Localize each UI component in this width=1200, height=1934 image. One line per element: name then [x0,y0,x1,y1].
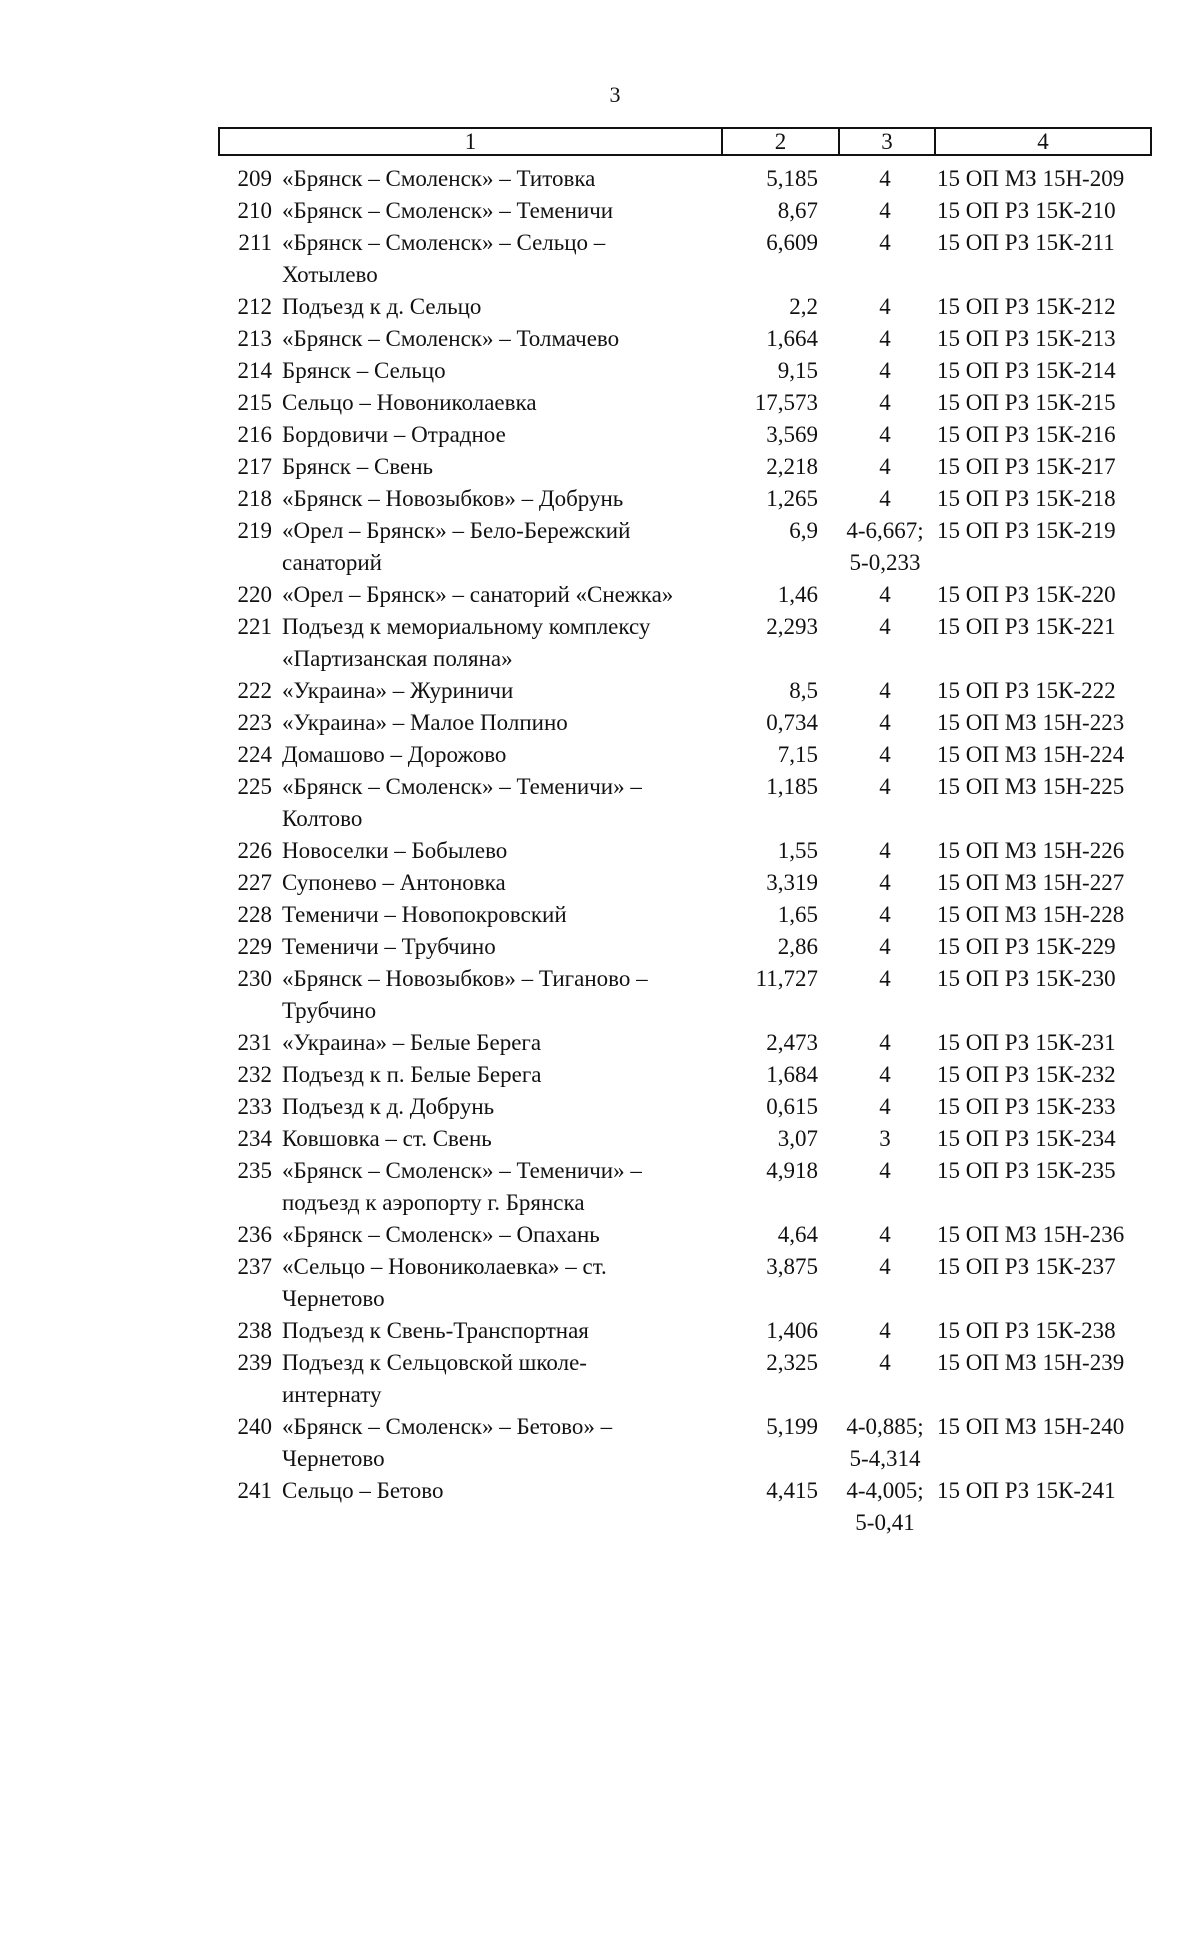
road-code: 15 ОП РЗ 15К-241 [937,1478,1116,1503]
road-length: 3,569 [766,422,818,447]
road-category: 4 [879,934,891,959]
road-category: 4 [879,582,891,607]
road-length: 5,199 [766,1414,818,1439]
road-length: 3,319 [766,870,818,895]
road-name: «Украина» – Белые Берега [282,1030,542,1055]
page-number: 3 [609,82,621,107]
row-number: 222 [237,678,272,703]
road-name: «Сельцо – Новониколаевка» – ст. Чернетово [282,1254,607,1311]
road-name: Подъезд к мемориальному комплексу «Партизанская поляна» [282,614,651,671]
road-code: 15 ОП РЗ 15К-231 [937,1030,1116,1055]
road-length: 2,218 [766,454,818,479]
road-code: 15 ОП РЗ 15К-211 [937,230,1115,255]
road-length: 4,64 [777,1222,818,1247]
header-col-4: 4 [1037,129,1049,154]
row-number: 212 [237,294,272,319]
road-category: 4 [879,1254,891,1279]
table-row [0,579,1200,611]
road-category: 4 [879,1350,891,1375]
road-code: 15 ОП РЗ 15К-221 [937,614,1116,639]
road-code: 15 ОП МЗ 15Н-224 [937,742,1125,767]
road-code: 15 ОП МЗ 15Н-209 [937,166,1125,191]
table-row [0,163,1200,195]
row-number: 236 [237,1222,272,1247]
road-code: 15 ОП РЗ 15К-212 [937,294,1116,319]
road-code: 15 ОП МЗ 15Н-239 [937,1350,1125,1375]
row-number: 235 [237,1158,272,1183]
road-length: 9,15 [777,358,818,383]
road-category: 4 [879,166,891,191]
road-name: «Брянск – Смоленск» – Титовка [282,166,596,191]
road-length: 7,15 [777,742,818,767]
road-name: «Брянск – Смоленск» – Теменичи» – Колтово [282,774,642,831]
row-number: 224 [237,742,272,767]
table-row [0,1475,1200,1535]
row-number: 218 [237,486,272,511]
road-length: 8,67 [777,198,818,223]
table-row [0,323,1200,355]
table-row [0,195,1200,227]
road-name: «Орел – Брянск» – санаторий «Снежка» [282,582,674,607]
row-number: 239 [237,1350,272,1375]
road-name: «Брянск – Смоленск» – Опахань [282,1222,600,1247]
road-name: Подъезд к Сельцовской школе- интернату [282,1350,587,1407]
table-row [0,1091,1200,1123]
road-code: 15 ОП РЗ 15К-234 [937,1126,1116,1151]
row-number: 233 [237,1094,272,1119]
road-name: «Брянск – Смоленск» – Теменичи» – подъезд к аэропорту г. Брянска [282,1158,642,1215]
table-row [0,675,1200,707]
road-name: «Брянск – Смоленск» – Теменичи [282,198,614,223]
road-category: 4 [879,390,891,415]
road-length: 11,727 [755,966,818,991]
row-number: 216 [237,422,272,447]
table-row [0,1059,1200,1091]
road-name: Брянск – Сельцо [282,358,446,383]
road-category: 4 [879,326,891,351]
road-code: 15 ОП МЗ 15Н-223 [937,710,1125,735]
road-category: 4 [879,1318,891,1343]
road-category: 4 [879,358,891,383]
road-category: 4 [879,1094,891,1119]
road-length: 1,46 [777,582,818,607]
row-number: 238 [237,1318,272,1343]
road-category: 4-6,667; 5-0,233 [846,518,924,575]
header-col-2: 2 [723,129,840,154]
row-number: 211 [238,230,272,255]
table-row [0,355,1200,387]
road-category: 4 [879,230,891,255]
table-row [0,483,1200,515]
road-code: 15 ОП МЗ 15Н-226 [937,838,1125,863]
road-category: 4 [879,486,891,511]
row-number: 227 [237,870,272,895]
road-code: 15 ОП РЗ 15К-219 [937,518,1116,543]
road-name: Сельцо – Новониколаевка [282,390,537,415]
road-category: 4 [879,966,891,991]
road-code: 15 ОП МЗ 15Н-236 [937,1222,1125,1247]
table-header [218,127,1152,156]
road-code: 15 ОП РЗ 15К-222 [937,678,1116,703]
road-code: 15 ОП РЗ 15К-210 [937,198,1116,223]
row-number: 231 [237,1030,272,1055]
road-length: 1,185 [766,774,818,799]
road-code: 15 ОП РЗ 15К-237 [937,1254,1116,1279]
table-row [0,835,1200,867]
row-number: 228 [237,902,272,927]
road-length: 0,615 [766,1094,818,1119]
road-name: Брянск – Свень [282,454,434,479]
road-category: 4 [879,1158,891,1183]
road-name: «Украина» – Малое Полпино [282,710,568,735]
road-code: 15 ОП МЗ 15Н-240 [937,1414,1125,1439]
road-code: 15 ОП МЗ 15Н-227 [937,870,1125,895]
table-row [0,739,1200,771]
road-name: «Брянск – Смоленск» – Сельцо – Хотылево [282,230,606,287]
road-length: 2,2 [789,294,818,319]
table-row [0,451,1200,483]
road-code: 15 ОП РЗ 15К-233 [937,1094,1116,1119]
road-length: 2,293 [766,614,818,639]
table-row [0,771,1200,835]
row-number: 210 [237,198,272,223]
road-name: Ковшовка – ст. Свень [282,1126,492,1151]
road-name: Подъезд к д. Добрунь [282,1094,495,1119]
road-code: 15 ОП РЗ 15К-229 [937,934,1116,959]
table-row [0,1027,1200,1059]
table-row [0,963,1200,1027]
road-category: 4 [879,1222,891,1247]
road-code: 15 ОП РЗ 15К-213 [937,326,1116,351]
road-name: «Брянск – Смоленск» – Бетово» – Чернетово [282,1414,613,1471]
header-col-3: 3 [840,129,936,154]
road-code: 15 ОП РЗ 15К-238 [937,1318,1116,1343]
table-row [0,1219,1200,1251]
table-row [0,419,1200,451]
road-category: 4 [879,294,891,319]
road-length: 1,406 [766,1318,818,1343]
road-code: 15 ОП РЗ 15К-215 [937,390,1116,415]
road-length: 1,55 [777,838,818,863]
road-code: 15 ОП РЗ 15К-230 [937,966,1116,991]
road-name: Подъезд к д. Сельцо [282,294,482,319]
road-name: «Брянск – Смоленск» – Толмачево [282,326,620,351]
road-length: 8,5 [789,678,818,703]
row-number: 226 [237,838,272,863]
road-length: 1,664 [766,326,818,351]
row-number: 240 [237,1414,272,1439]
road-category: 4 [879,454,891,479]
road-category: 4 [879,838,891,863]
row-number: 241 [237,1478,272,1503]
road-name: Домашово – Дорожово [282,742,507,767]
road-category: 3 [879,1126,891,1151]
road-code: 15 ОП МЗ 15Н-225 [937,774,1125,799]
table-row [0,611,1200,675]
road-code: 15 ОП РЗ 15К-218 [937,486,1116,511]
road-category: 4 [879,902,891,927]
table-row [0,931,1200,963]
road-length: 2,325 [766,1350,818,1375]
road-length: 1,65 [777,902,818,927]
road-length: 1,265 [766,486,818,511]
road-code: 15 ОП РЗ 15К-232 [937,1062,1116,1087]
road-category: 4 [879,774,891,799]
table-row [0,1123,1200,1155]
row-number: 225 [237,774,272,799]
road-category: 4 [879,198,891,223]
road-length: 3,07 [777,1126,818,1151]
road-name: Бордовичи – Отрадное [282,422,506,447]
row-number: 230 [237,966,272,991]
road-code: 15 ОП РЗ 15К-216 [937,422,1116,447]
table-row [0,227,1200,291]
road-code: 15 ОП МЗ 15Н-228 [937,902,1125,927]
road-category: 4 [879,1062,891,1087]
road-name: Сельцо – Бетово [282,1478,444,1503]
row-number: 209 [237,166,272,191]
road-name: Теменичи – Трубчино [282,934,496,959]
header-col-1: 1 [220,129,723,154]
table-row [0,707,1200,739]
road-name: Подъезд к Свень-Транспортная [282,1318,589,1343]
table-row [0,515,1200,579]
road-name: Супонево – Антоновка [282,870,506,895]
row-number: 232 [237,1062,272,1087]
table-row [0,1411,1200,1475]
road-name: Теменичи – Новопокровский [282,902,567,927]
table-row [0,1347,1200,1411]
row-number: 215 [237,390,272,415]
road-code: 15 ОП РЗ 15К-235 [937,1158,1116,1183]
row-number: 220 [237,582,272,607]
road-length: 2,86 [777,934,818,959]
road-category: 4 [879,422,891,447]
road-category: 4 [879,678,891,703]
row-number: 237 [237,1254,272,1279]
road-code: 15 ОП РЗ 15К-214 [937,358,1116,383]
table-row [0,899,1200,931]
row-number: 223 [237,710,272,735]
table-row [0,387,1200,419]
table-row [0,1155,1200,1219]
road-category: 4-0,885; 5-4,314 [846,1414,924,1471]
road-category: 4 [879,742,891,767]
road-category: 4 [879,614,891,639]
row-number: 213 [237,326,272,351]
road-code: 15 ОП РЗ 15К-220 [937,582,1116,607]
table-row [0,867,1200,899]
road-name: Новоселки – Бобылево [282,838,508,863]
table-row [0,1315,1200,1347]
road-name: «Брянск – Новозыбков» – Добрунь [282,486,624,511]
road-category: 4 [879,870,891,895]
row-number: 234 [237,1126,272,1151]
road-name: «Брянск – Новозыбков» – Тиганово – Трубчино [282,966,648,1023]
row-number: 219 [237,518,272,543]
row-number: 229 [237,934,272,959]
row-number: 217 [237,454,272,479]
row-number: 221 [237,614,272,639]
road-name: Подъезд к п. Белые Берега [282,1062,542,1087]
road-length: 4,415 [766,1478,818,1503]
road-category: 4-4,005; 5-0,41 [846,1478,924,1535]
road-length: 6,609 [766,230,818,255]
table-row [0,291,1200,323]
roads-table-body [0,163,1200,1535]
road-length: 6,9 [789,518,818,543]
row-number: 214 [237,358,272,383]
road-category: 4 [879,710,891,735]
road-name: «Орел – Брянск» – Бело-Бережский санаторий [282,518,631,575]
road-length: 2,473 [766,1030,818,1055]
road-code: 15 ОП РЗ 15К-217 [937,454,1116,479]
road-length: 1,684 [766,1062,818,1087]
road-name: «Украина» – Журиничи [282,678,514,703]
table-row [0,1251,1200,1315]
road-length: 0,734 [766,710,818,735]
road-length: 17,573 [754,390,818,415]
road-length: 3,875 [766,1254,818,1279]
road-length: 4,918 [766,1158,818,1183]
road-category: 4 [879,1030,891,1055]
road-length: 5,185 [766,166,818,191]
